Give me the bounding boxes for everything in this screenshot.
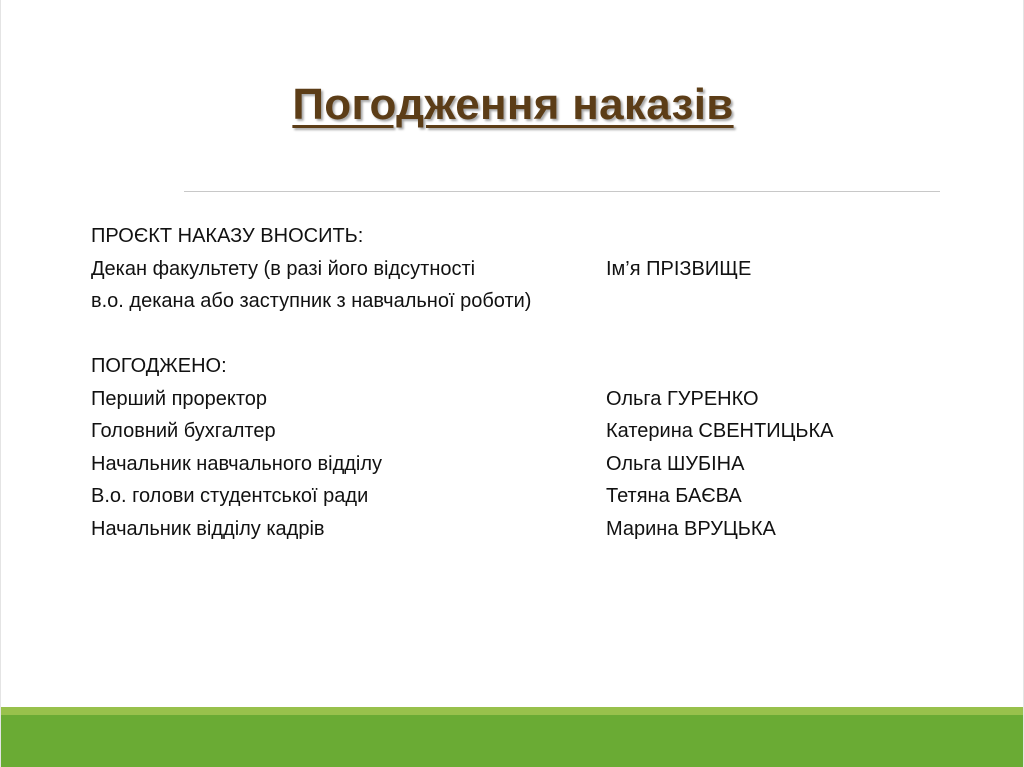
project-line-1 [91, 253, 971, 286]
approval-row [91, 480, 971, 513]
approval-name: Ольга ШУБІНА [606, 452, 745, 475]
project-line-2 [91, 285, 971, 318]
document-body [91, 220, 971, 545]
section-gap [91, 318, 971, 351]
approval-position: Начальник відділу кадрів [91, 517, 325, 540]
page-title: Погодження наказів [292, 80, 734, 129]
approval-name: Катерина СВЕНТИЦЬКА [606, 420, 834, 442]
project-line-1-right: Ім’я ПРІЗВИЩЕ [606, 257, 752, 280]
title-divider [184, 191, 940, 192]
approval-position: В.о. голови студентської ради [91, 485, 369, 507]
approval-name: Ольга ГУРЕНКО [606, 387, 759, 410]
approval-row [91, 383, 971, 416]
approval-name: Марина ВРУЦЬКА [606, 517, 776, 540]
project-heading-text: ПРОЄКТ НАКАЗУ ВНОСИТЬ: [91, 225, 364, 247]
approval-row [91, 415, 971, 448]
approved-heading [91, 350, 971, 383]
approval-row [91, 448, 971, 481]
project-line-2-left: в.о. декана або заступник з навчальної роботи) [91, 290, 532, 312]
footer-bar [1, 715, 1024, 767]
footer-accent-band [1, 707, 1024, 715]
project-line-1-left: Декан факультету (в разі його відсутності [91, 257, 476, 280]
approval-position: Начальник навчального відділу [91, 452, 383, 475]
approved-heading-text: ПОГОДЖЕНО: [91, 355, 227, 377]
approval-name: Тетяна БАЄВА [606, 485, 742, 507]
approval-row [91, 513, 971, 546]
approval-position: Головний бухгалтер [91, 420, 276, 442]
approval-position: Перший проректор [91, 387, 268, 410]
project-heading [91, 220, 971, 253]
